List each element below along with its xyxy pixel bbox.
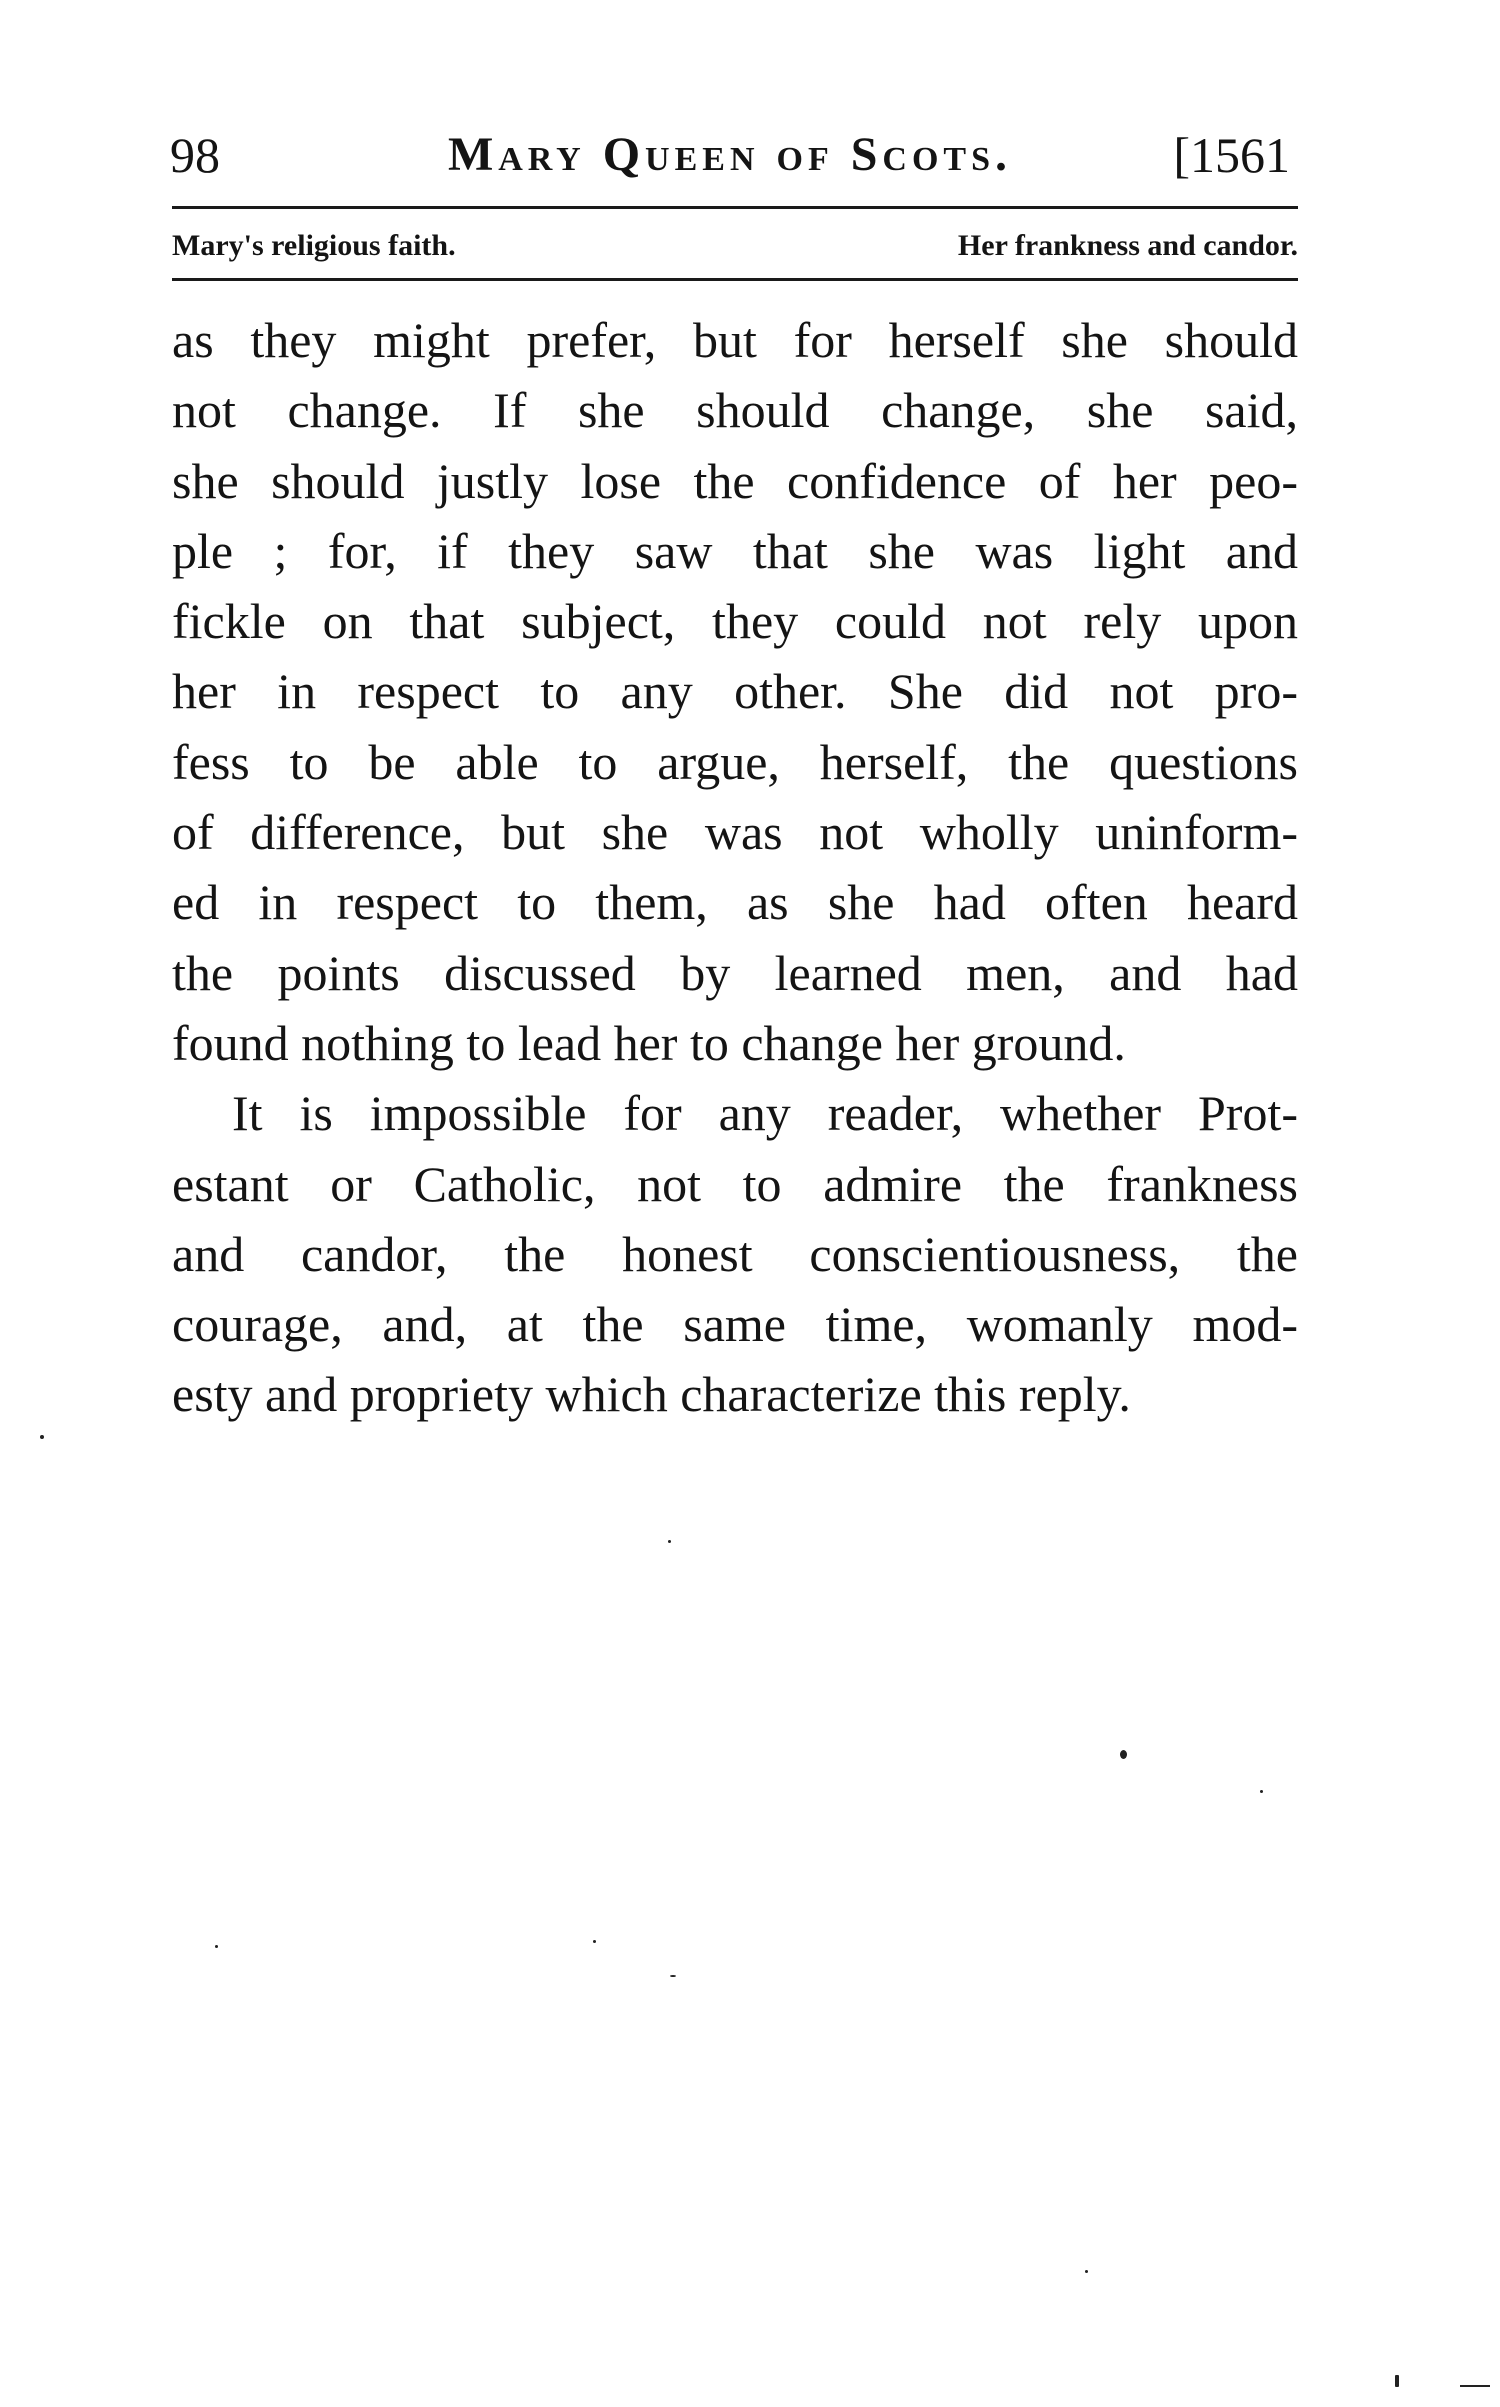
text-line: fess to be able to argue, herself, the questions — [172, 733, 1298, 790]
text-line: ple ; for, if they saw that she was light and — [172, 522, 1298, 579]
page-number: 98 — [170, 127, 220, 183]
text-line: of difference, but she was not wholly uninform- — [172, 804, 1298, 861]
text-line: as they might prefer, but for herself she should — [172, 312, 1298, 368]
text-line: ed in respect to them, as she had often heard — [172, 874, 1298, 931]
scan-speck — [593, 1940, 596, 1943]
text-line: her in respect to any other. She did not pro- — [172, 663, 1298, 720]
scan-speck — [1120, 1750, 1127, 1759]
running-head — [170, 120, 1290, 190]
scan-speck — [40, 1435, 44, 1439]
text-line: she should justly lose the confidence of her peo- — [172, 452, 1298, 509]
side-note-right: Her frankness and candor. — [957, 229, 1298, 262]
text-line: estant or Catholic, not to admire the frankness — [172, 1155, 1298, 1212]
text-line: not change. If she should change, she said, — [172, 382, 1298, 439]
text-line: esty and propriety which characterize this reply. — [172, 1366, 1131, 1423]
book-title: Mary Queen of Scots. — [447, 128, 1013, 181]
scan-speck — [1395, 2375, 1399, 2387]
side-notes — [172, 222, 1298, 270]
scan-speck — [215, 1945, 218, 1948]
text-line: fickle on that subject, they could not rely upon — [172, 593, 1298, 650]
text-line: It is impossible for any reader, whether Prot- — [232, 1085, 1298, 1142]
paragraph-1 — [172, 305, 1298, 1078]
scan-speck — [1260, 1790, 1263, 1793]
header-rule-bottom — [172, 278, 1298, 281]
scan-speck — [1085, 2270, 1088, 2273]
paragraph-2 — [172, 1078, 1298, 1429]
text-line: found nothing to lead her to change her ground. — [172, 1014, 1126, 1071]
text-line: courage, and, at the same time, womanly mod- — [172, 1296, 1298, 1353]
scan-speck — [1460, 2385, 1490, 2387]
header-rule-top — [172, 206, 1298, 209]
scan-speck — [668, 1540, 671, 1543]
text-line: and candor, the honest conscientiousness, the — [172, 1225, 1298, 1282]
text-line: the points discussed by learned men, and had — [172, 944, 1298, 1001]
body-text — [172, 305, 1298, 1430]
side-note-left: Mary's religious faith. — [172, 229, 456, 262]
scan-speck — [670, 1975, 676, 1977]
chapter-year: [1561 — [1173, 127, 1290, 183]
